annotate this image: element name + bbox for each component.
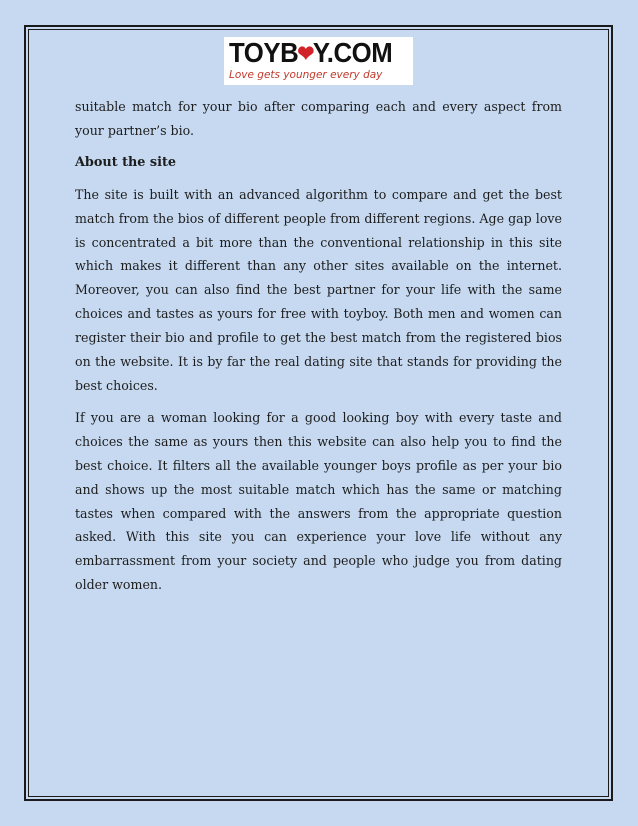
logo-brand-right: Y.COM: [312, 37, 393, 68]
body-paragraph-2: If you are a woman looking for a good looking boy with every taste and choices the same as yours then this website can also help you to find the best choice. It filters all the available younger boys profile as per your bio and shows up the most suitable match which has the same or matching tastes when compared with the answers from the appropriate question asked. With this site you can experience your love life without any embarrassment from your society and people who judge you from dating older women.: [75, 409, 562, 593]
section-heading: About the site: [75, 154, 177, 170]
logo-wordmark: [229, 39, 395, 68]
heart-icon: ❤: [297, 41, 314, 66]
article-body: [75, 95, 562, 605]
body-paragraph-1: The site is built with an advanced algorithm to compare and get the best match from the bios of different people from different regions. Age gap love is concentrated a bit more than the conventional relationship in this site which makes it different than any other sites available on the internet. Moreover, you can also find the best partner for your life with the same choices and tastes as yours for free with toyboy. Both men and women can register their bio and profile to get the best match from the registered bios on the website. It is by far the real dating site that stands for providing the best choices.: [75, 186, 562, 393]
logo-brand-left: TOYB: [229, 37, 299, 68]
intro-paragraph: suitable match for your bio after comparing each and every aspect from your partner’s bio.: [75, 99, 562, 138]
logo-tagline: Love gets younger every day: [229, 69, 383, 81]
toybay-logo: [224, 37, 413, 85]
